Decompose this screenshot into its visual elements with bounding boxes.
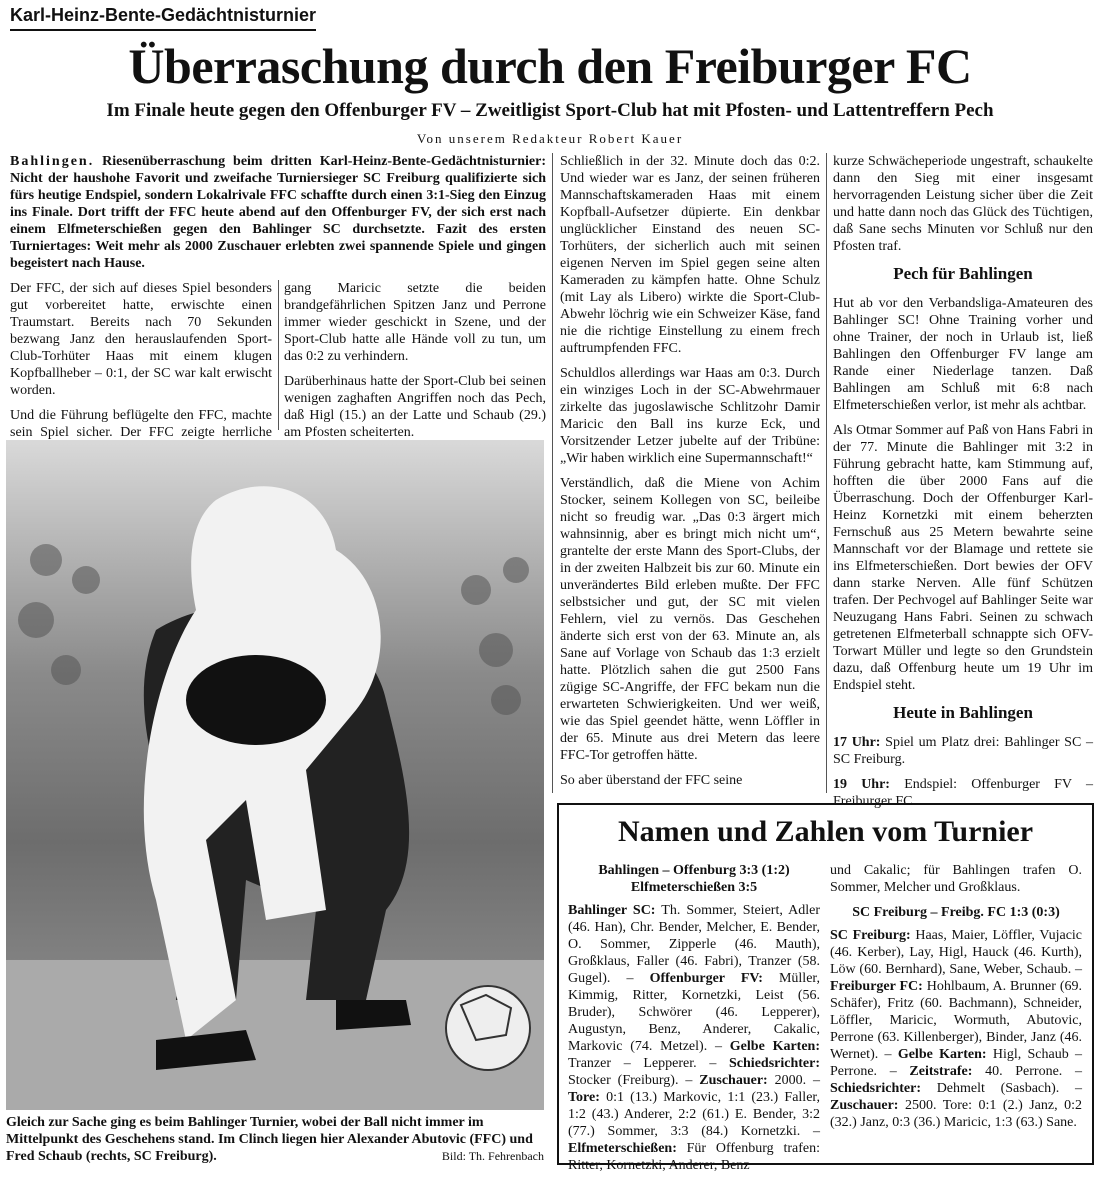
column-rule — [826, 153, 827, 793]
stat-label: Zeitstrafe: — [909, 1064, 973, 1079]
article-column-3 — [560, 153, 820, 797]
team-label: SC Freiburg: — [830, 928, 911, 943]
stat-label: Zuschauer: — [699, 1073, 768, 1088]
headline: Überraschung durch den Freiburger FC — [128, 38, 972, 94]
photo-credit: Bild: Th. Fehrenbach — [441, 1149, 544, 1163]
stat-label: Zuschauer: — [830, 1098, 899, 1113]
stat-text: 40. Perrone. – — [985, 1064, 1082, 1079]
paragraph: Darüberhinaus hatte der Sport-Club bei seinen wenigen zaghaften Angriffen noch das Pech, daß Higl (15.) an der Latte und Schaub (29.) am Pfosten scheiterten. — [284, 374, 546, 440]
stat-text: Für Offenburg trafen: Ritter, Kornetzki, Anderer, Benz — [568, 1141, 820, 1173]
results-column-2 — [830, 862, 1082, 1135]
match-photo — [6, 440, 544, 1110]
game2-lineups — [830, 927, 1082, 1131]
photo-illustration — [6, 440, 544, 1110]
team-label: Bahlinger SC: — [568, 903, 656, 918]
game1-subheading: Elfmeterschießen 3:5 — [630, 880, 758, 895]
paragraph: Als Otmar Sommer auf Paß von Hans Fabri in der 77. Minute die Bahlinger mit 3:2 in Führung gebracht hatte, kam Stimmung auf, hofften die über 2000 Fans auf die Überraschung. Doch der Offenburger Karl-Heinz Kornetzki mit einem beherzten Fernschuß aus 25 Metern bewahrte seine Mannschaft vor der Blamage und rettete sie ins Elfmeterschießen. Dort bewies der OFV dann starke Nerven. Alle fünf Schützen trafen. Der Pechvogel auf Bahlinger Seite war Neuzugang Hans Fabri. Seinen zu schwach getretenen Elfmeterball schnappte sich OFV-Torwart Müller und legte so den Grundstein dazu, daß Offenburg heute um 19 Uhr im Endspiel steht. — [833, 423, 1093, 693]
stat-text: Tranzer – Lepperer. – — [568, 1056, 717, 1071]
kicker: Karl-Heinz-Bente-Gedächtnisturnier — [10, 4, 316, 31]
stat-label: Gelbe Karten: — [897, 1047, 987, 1062]
byline: Von unserem Redakteur Robert Kauer — [416, 131, 684, 146]
paragraph: Der FFC, der sich auf dieses Spiel besonders gut vorbereitet hatte, erwischte einen Traumstart. Bereits nach 70 Sekunden bezwang Janz den herauslaufenden Sport-Club-Torhüter Haas mit einem klugen Kopfballheber – 0:1, der SC war kalt erwischt worden. — [10, 281, 272, 398]
paragraph: kurze Schwächeperiode ungestraft, schaukelte dann den Sieg mit einer insgesamt hervorragenden Leistung sicher über die Zeit und hatte dann noch das Glück des Tüchtigen, daß Sane sechs Minuten vor Schluß nur den Pfosten traf. — [833, 154, 1093, 254]
paragraph: Schuldlos allerdings war Haas am 0:3. Durch ein winziges Loch in der SC-Abwehrmauer zirkelte das jugoslawische Schlitzohr Damir Maricic den Ball ins kurze Eck, und Vorsitzender Letzer jubelte auf der Tribüne: „Wir haben wirklich eine Supermannschaft!“ — [560, 366, 820, 466]
photo-caption — [6, 1114, 544, 1165]
stat-text: 2000. – — [774, 1073, 821, 1088]
lineup-text: Th. Sommer, Steiert, Adler (46. Han), Chr. Bender, Melcher, E. Bender, O. Sommer, Zipperle (46. Mauth), Großklaus, Faller (46. Fabri), Tranzer (58. Gugel). – — [568, 903, 820, 986]
game1-heading: Bahlingen – Offenburg 3:3 (1:2) — [598, 863, 790, 878]
article-column-1 — [10, 280, 272, 466]
paragraph: Und die Führung beflügelte den FFC, machte sein Spiel sicher. Der FFC zeigte herrliche — [10, 408, 272, 440]
lead-text: Riesenüberraschung beim dritten Karl-Heinz-Bente-Gedächtnisturnier: Nicht der haushohe Favorit und zweifache Turniersieger SC Freiburg qualifizierte sich fürs heutige Endspiel, sondern Lokalrivale FFC schaffte durch einen 3:1-Sieg den Einzug ins Finale. Dort trifft der FFC heute abend auf den Offenburger FV, der sich erst nach einem Elfmeterschießen gegen den Bahlinger SC durchsetzte. Fazit des ersten Turniertages: Weit mehr als 2000 Zuschauer erlebten zwei spannende Spiele und gingen begeistert nach Hause. — [10, 154, 547, 271]
stat-text: Higl, Schaub – Perrone. – — [830, 1047, 1083, 1079]
schedule-time: 19 Uhr: — [833, 777, 890, 792]
section-heading-pech: Pech für Bahlingen — [893, 264, 1033, 283]
lead-paragraph — [10, 153, 546, 272]
results-column-1 — [568, 862, 820, 1178]
stat-text: Stocker (Freiburg). – — [568, 1073, 693, 1088]
paragraph: So aber überstand der FFC seine — [560, 773, 743, 788]
schedule-time: 17 Uhr: — [833, 735, 881, 750]
schedule-text: Endspiel: Offenburger FV – Freiburger FC. — [833, 777, 1093, 809]
game1-pens-continued: und Cakalic; für Bahlingen trafen O. Sommer, Melcher und Großklaus. — [830, 863, 1082, 895]
paragraph: Schließlich in der 32. Minute doch das 0:2. Und wieder war es Janz, der seinen früheren Mannschaftskameraden Haas mit einem Kopfball-Aufsetzer düpierte. Ein denkbar unglücklicher Einstand des neuen SC-Torhüters, der sicherlich auch mit seinen eigenen Nerven im Spiel gegen seine alten Kameraden zu kämpfen hatte. Ohne Schulz (mit Lay als Libero) wirkte die Sport-Club-Abwehr löchrig wie ein Schweizer Käse, fand nie die richtige Einstellung zu einem frech auftrumpfenden FFC. — [560, 154, 820, 356]
paragraph: gang Maricic setzte die beiden brandgefährlichen Spitzen Janz und Perrone immer wieder geschickt in Szene, und der Sport-Club hatte alle Hände voll zu tun, um das 0:2 zu verhindern. — [284, 281, 546, 364]
stat-label: Schiedsrichter: — [729, 1056, 820, 1071]
stat-label: Gelbe Karten: — [729, 1039, 821, 1054]
paragraph: Hut ab vor den Verbandsliga-Amateuren des Bahlinger SC! Ohne Training vorher und ohne Trainer, der noch in Urlaub ist, ließ Bahlingen den Offenburger FV lange am Rande einer Niederlage tanzen. Daß Bahlingen am Schluß mit 6:8 nach Elfmeterschießen verlor, ist mehr als achtbar. — [833, 296, 1093, 413]
stat-label: Tore: — [568, 1090, 600, 1105]
results-box-title: Namen und Zahlen vom Turnier — [617, 815, 1034, 848]
stat-text: 0:1 (13.) Markovic, 1:1 (23.) Faller, 1:2 (43.) Anderer, 2:2 (61.) E. Bender, 3:2 (77.) Sommer, 3:3 (84.) Kornetzki. – — [568, 1090, 821, 1139]
lead-place: Bahlingen. — [10, 154, 95, 169]
game2-heading: SC Freiburg – Freibg. FC 1:3 (0:3) — [852, 905, 1060, 920]
stat-label: Schiedsrichter: — [830, 1081, 921, 1096]
team-label: Freiburger FC: — [830, 979, 923, 994]
lineup-text: Haas, Maier, Löffler, Vujacic (46. Kerber), Lay, Higl, Hauck (46. Kurth), Löw (60. Bernhard), Sane, Weber, Schaub. – — [830, 928, 1083, 977]
schedule-item — [833, 734, 1093, 768]
game1-lineups — [568, 902, 820, 1174]
stat-label: Elfmeterschießen: — [568, 1141, 677, 1156]
stat-text: Dehmelt (Sasbach). – — [936, 1081, 1082, 1096]
column-rule — [552, 153, 553, 793]
article-column-2 — [284, 280, 546, 449]
article-column-4 — [833, 153, 1093, 818]
team-label: Offenburger FV: — [649, 971, 763, 986]
section-heading-heute: Heute in Bahlingen — [893, 703, 1033, 722]
subhead: Im Finale heute gegen den Offenburger FV – Zweitligist Sport-Club hat mit Pfosten- und Lattentreffern Pech — [106, 100, 994, 121]
caption-text: Gleich zur Sache ging es beim Bahlinger Turnier, wobei der Ball nicht immer im Mittelpunkt des Geschehens stand. Im Clinch liegen hier Alexander Abutovic (FFC) und Fred Schaub (rechts, SC Freiburg). — [6, 1115, 533, 1164]
stat-text: 2500. Tore: 0:1 (2.) Janz, 0:2 (32.) Janz, 0:3 (36.) Maricic, 1:3 (63.) Sane. — [830, 1098, 1082, 1130]
schedule-text: Spiel um Platz drei: Bahlinger SC – SC Freiburg. — [833, 735, 1093, 767]
column-rule — [278, 280, 279, 430]
lineup-text: Müller, Kimmig, Ritter, Kornetzki, Leist (56. Bruder), Schwörer (46. Lepperer), Augustyn, Benz, Anderer, Cakalic, Markovic (74. Metzel). – — [568, 971, 821, 1054]
paragraph: Verständlich, daß die Miene von Achim Stocker, seinem Kollegen von SC, beileibe nicht so freudig war. „Das 0:3 ärgert mich wahnsinnig, aber es bringt mich nicht um“, grantelte der erste Mann des Sport-Clubs, der in der zweiten Halbzeit bis zur 60. Minute ein unverändertes Bild erleben mußte. Der FFC selbstsicher und gut, der SC mit vielen Fehlern, viel zu vernös. Das Geschehen änderte sich erst von der 63. Minute an, als Sane auf Vorlage von Schaub das 1:3 erzielt hatte. Plötzlich sahen die gut 2500 Fans zügige SC-Angriffe, der FFC bekam nun die erwarteten Schwierigkeiten. Und wer weiß, wie das Spiel geendet hätte, wenn Löffler in der 65. Minute aus drei Metern das leere FFC-Tor getroffen hätte. — [560, 476, 820, 763]
lineup-text: Hohlbaum, A. Brunner (69. Schäfer), Fritz (60. Bachmann), Schneider, Löffler, Maricic, Wormuth, Abutovic, Perrone (63. Killenberger), Binder, Janz (46. Wernet). – — [830, 979, 1082, 1062]
